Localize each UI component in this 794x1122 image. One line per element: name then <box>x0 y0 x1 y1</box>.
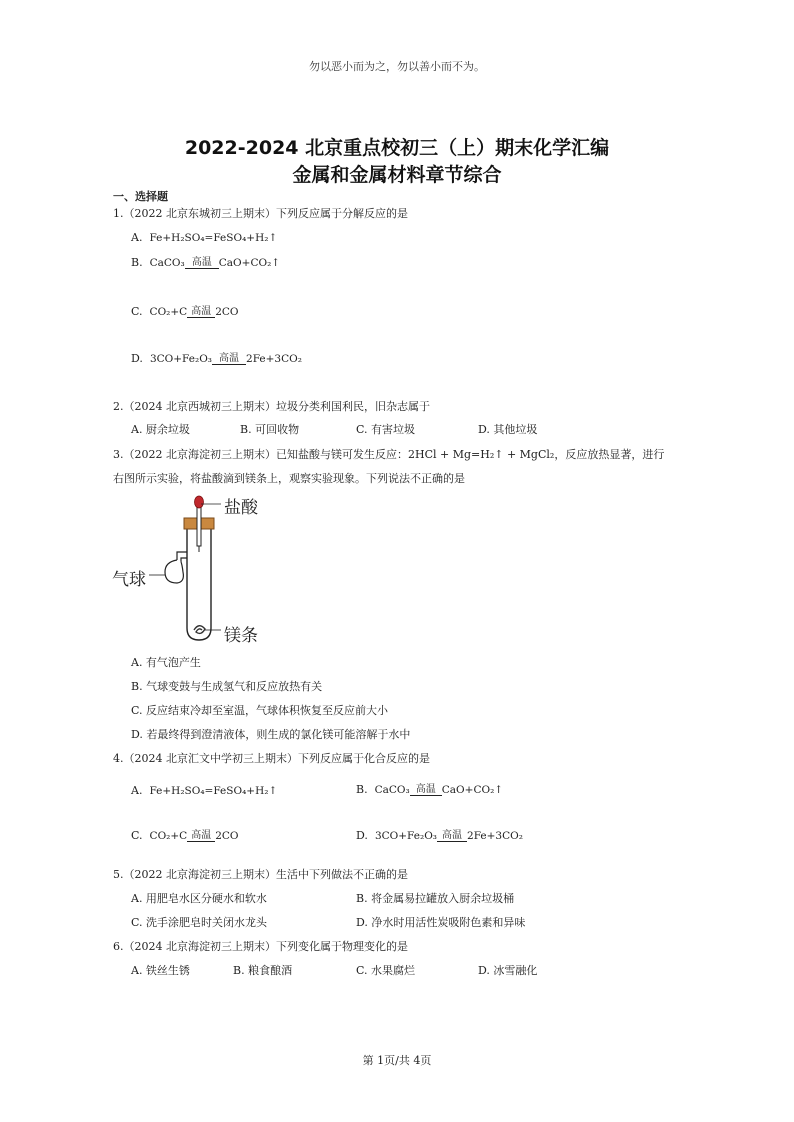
condition-label: 高温 <box>219 353 240 364</box>
question-4-stem: 4.（2024 北京汇文中学初三上期末）下列反应属于化合反应的是 <box>113 752 430 765</box>
q3-option-d: D. 若最终得到澄清液体，则生成的氯化镁可能溶解于水中 <box>131 728 411 741</box>
dropper-bulb <box>195 496 204 508</box>
label-balloon: 气球 <box>112 570 146 590</box>
q5-option-c: C. 洗手涂肥皂时关闭水龙头 <box>131 916 268 929</box>
q5-option-b: B. 将金属易拉罐放入厨余垃圾桶 <box>356 892 515 905</box>
option-letter: A. <box>131 784 143 797</box>
question-1-stem: 1.（2022 北京东城初三上期末）下列反应属于分解反应的是 <box>113 207 408 220</box>
q5-option-a: A. 用肥皂水区分硬水和软水 <box>131 892 267 905</box>
q3-option-a: A. 有气泡产生 <box>131 656 201 669</box>
q3-option-c: C. 反应结束冷却至室温，气球体积恢复至反应前大小 <box>131 704 389 717</box>
equation-left: 3CO+Fe₂O₃ <box>149 353 213 365</box>
q4-option-b <box>356 783 503 796</box>
q2-option-d: D. 其他垃圾 <box>478 423 538 436</box>
equation-left: CO₂+C <box>149 306 188 318</box>
condition-label: 高温 <box>191 830 212 841</box>
page-number: 第 1页/共 4页 <box>362 1054 432 1067</box>
condition-label: 高温 <box>191 306 212 317</box>
q1-option-c <box>131 305 239 318</box>
q3-option-b: B. 气球变鼓与生成氢气和反应放热有关 <box>131 680 323 693</box>
q4-option-d <box>356 829 523 842</box>
q1-option-b <box>131 256 280 269</box>
q6-option-a: A. 铁丝生锈 <box>131 964 190 977</box>
equation-right: 2CO <box>215 306 239 318</box>
q4-option-a <box>131 784 277 797</box>
equation-left: CO₂+C <box>149 830 188 842</box>
q5-option-d: D. 净水时用活性炭吸附色素和异味 <box>356 916 526 929</box>
document-subtitle: 金属和金属材料章节综合 <box>292 164 502 186</box>
q6-option-b: B. 粮食酿酒 <box>233 964 293 977</box>
q2-option-c: C. 有害垃圾 <box>356 423 416 436</box>
option-letter: C. <box>131 829 143 842</box>
header-motto: 勿以恶小而为之，勿以善小而不为。 <box>309 60 485 73</box>
equation-right: CaO+CO₂↑ <box>218 257 281 269</box>
question-3-stem-line2: 右图所示实验，将盐酸滴到镁条上，观察实验现象。下列说法不正确的是 <box>113 472 465 485</box>
condition-label: 高温 <box>442 830 463 841</box>
equation: Fe+H₂SO₄=FeSO₄+H₂↑ <box>149 785 278 797</box>
balloon <box>165 560 183 583</box>
option-letter: D. <box>131 352 143 365</box>
side-tube <box>177 552 187 560</box>
equation-left: 3CO+Fe₂O₃ <box>374 830 438 842</box>
condition-label: 高温 <box>191 257 212 268</box>
q1-option-a <box>131 231 277 244</box>
equation-left: CaCO₃ <box>374 784 410 796</box>
question-2-stem: 2.（2024 北京西城初三上期末）垃圾分类利国利民，旧杂志属于 <box>113 400 430 413</box>
equation-right: 2CO <box>215 830 239 842</box>
magnesium-coil <box>194 626 205 634</box>
option-letter: C. <box>131 305 143 318</box>
q4-option-c <box>131 829 239 842</box>
equation-left: CaCO₃ <box>149 257 185 269</box>
question-6-stem: 6.（2024 北京海淀初三上期末）下列变化属于物理变化的是 <box>113 940 408 953</box>
section-heading: 一、选择题 <box>113 190 168 203</box>
option-letter: B. <box>356 783 368 796</box>
equation-right: CaO+CO₂↑ <box>441 784 504 796</box>
q2-option-a: A. 厨余垃圾 <box>131 423 190 436</box>
document-title: 2022-2024 北京重点校初三（上）期末化学汇编 <box>184 137 610 159</box>
question-5-stem: 5.（2022 北京海淀初三上期末）生活中下列做法不正确的是 <box>113 868 408 881</box>
option-letter: B. <box>131 256 143 269</box>
q6-option-d: D. 冰雪融化 <box>478 964 538 977</box>
dropper-tube <box>197 506 201 546</box>
side-tube-inner <box>181 558 187 562</box>
equation: Fe+H₂SO₄=FeSO₄+H₂↑ <box>149 232 278 244</box>
q2-option-b: B. 可回收物 <box>240 423 300 436</box>
q6-option-c: C. 水果腐烂 <box>356 964 416 977</box>
label-hydrochloric-acid: 盐酸 <box>224 498 258 518</box>
equation-right: 2Fe+3CO₂ <box>467 830 523 842</box>
q1-option-d <box>131 352 302 365</box>
condition-label: 高温 <box>415 784 436 795</box>
option-letter: D. <box>356 829 368 842</box>
question-3-stem-line1: 3.（2022 北京海淀初三上期末）已知盐酸与镁可发生反应：2HCl + Mg=H₂↑ + MgCl₂，反应放热显著，进行 <box>113 448 665 461</box>
equation-right: 2Fe+3CO₂ <box>246 353 302 365</box>
option-letter: A. <box>131 231 143 244</box>
label-magnesium: 镁条 <box>224 626 258 646</box>
